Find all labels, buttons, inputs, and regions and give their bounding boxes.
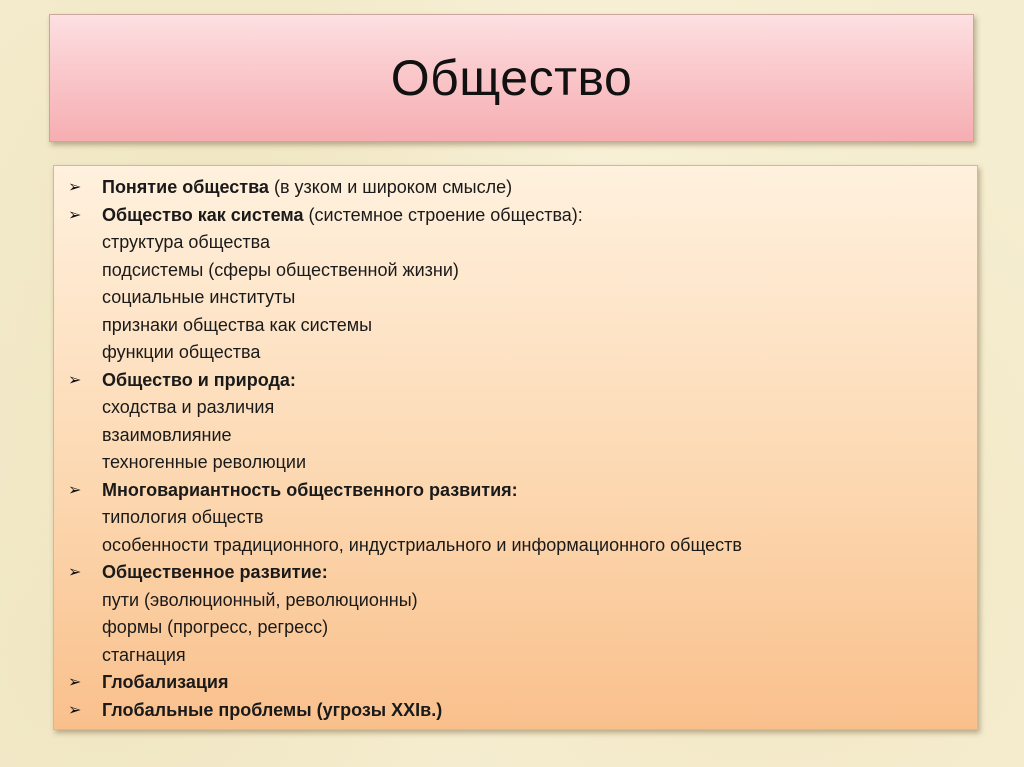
subtopic-item: сходства и различия (102, 397, 275, 417)
topic-heading: Общественное развитие: (102, 562, 328, 582)
subtopic-item: типология обществ (102, 507, 264, 527)
topic-item (68, 202, 977, 230)
subtopic-item: подсистемы (сферы общественной жизни) (102, 259, 459, 280)
topic-item (68, 477, 977, 505)
topic-heading: Общество и природа: (102, 369, 296, 390)
topic-item (68, 697, 977, 725)
content-box (53, 165, 978, 730)
topic-note: (в узком и широком смысле) (268, 177, 513, 197)
subtopic-item: взаимовлияние (102, 424, 232, 445)
subtopic-item: функции общества (102, 342, 261, 362)
subtopic-item: особенности традиционного, индустриального и информационного обществ (102, 534, 742, 555)
subtopic-item: формы (прогресс, регресс) (102, 617, 329, 637)
subtopic-item: стагнация (102, 644, 186, 665)
topic-item (68, 559, 977, 587)
arrow-bullet-icon: ➢ (68, 701, 82, 719)
arrow-bullet-icon: ➢ (68, 179, 82, 196)
topic-list (68, 174, 977, 724)
subtopic-item: пути (эволюционный, революционны) (102, 589, 418, 610)
topic-heading: Глобализация (102, 672, 229, 692)
subtopic-item: признаки общества как системы (102, 314, 373, 335)
topic-heading: Глобальные проблемы (угрозы XXIв.) (102, 699, 443, 720)
topic-heading: Общество как система (102, 204, 304, 225)
arrow-bullet-icon: ➢ (68, 674, 82, 691)
subtopic-item: техногенные революции (102, 452, 307, 472)
topic-item (68, 669, 977, 697)
arrow-bullet-icon: ➢ (68, 481, 82, 499)
arrow-bullet-icon: ➢ (68, 206, 82, 224)
subtopic-item: социальные институты (102, 287, 296, 307)
subtopic-item: структура общества (102, 232, 270, 252)
title-box (49, 14, 974, 142)
slide-title: Общество (390, 50, 633, 106)
topic-heading: Понятие общества (102, 177, 269, 197)
topic-item (68, 174, 977, 202)
topic-heading: Многовариантность общественного развития: (102, 479, 518, 500)
arrow-bullet-icon: ➢ (68, 371, 82, 389)
arrow-bullet-icon: ➢ (68, 564, 82, 581)
topic-item (68, 367, 977, 395)
topic-note: (системное строение общества): (303, 204, 583, 225)
